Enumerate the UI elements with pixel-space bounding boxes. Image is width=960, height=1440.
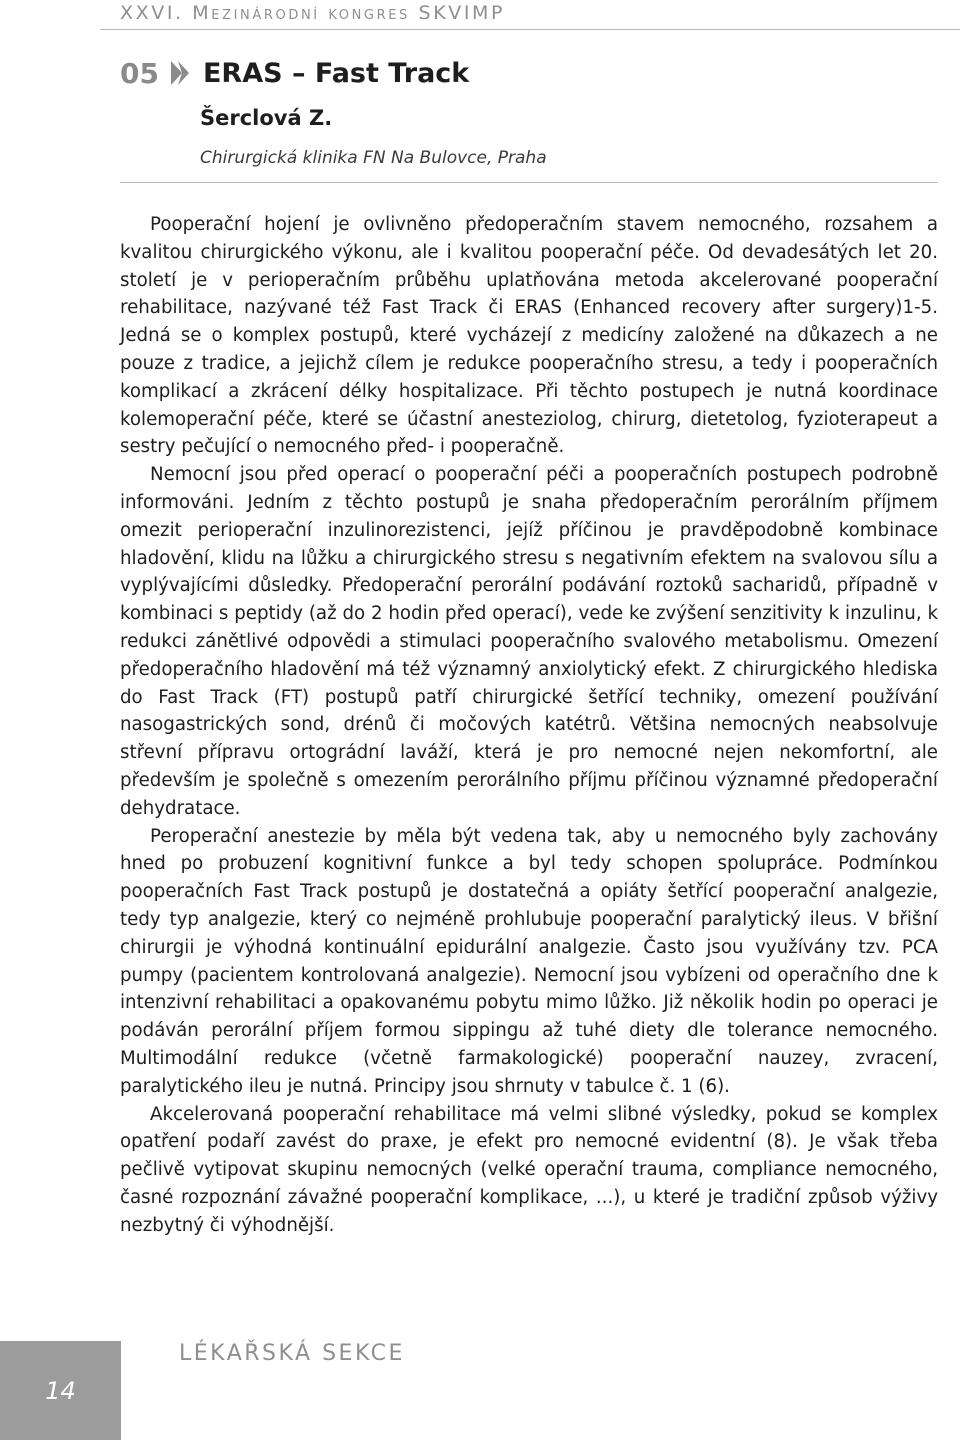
section-number: 05 — [120, 56, 159, 90]
page-number-box — [0, 1341, 121, 1440]
article-title: ERAS – Fast Track — [202, 57, 470, 89]
paragraph: Nemocní jsou před operací o pooperační péči a pooperačních postupech podrobně informováni. Jedním z těchto postupů je snaha předoperačním perorálním příjmem omezit perioperační inzulinorezistenci, jejíž příčinou je pravděpodobně kombinace hladovění, klidu na lůžku a chirurgického stresu s negativním efektem na svalovou sílu a vyplývajícími důsledky. Předoperační perorální podávání roztoků sacharidů, případně v kombinaci s peptidy (až do 2 hodin před operací), vede ke zvýšení senzitivity k inzulinu, k redukci zánětlivé odpovědi a stimulaci pooperačního svalového metabolismu. Omezení předoperačního hladovění má též významný anxiolytický efekt. Z chirurgického hlediska do Fast Track (FT) postupů patří chirurgické šetřící techniky, omezení používání nasogastrických sond, drénů či močových katétrů. Většina nemocných neabsolvuje střevní přípravu ortográdní laváží, která je pro nemocné nejen nekomfortní, ale především je společně s omezením perorálního příjmu příčinou významné předoperační dehydratace. — [120, 464, 938, 819]
author: Šerclová Z. — [200, 106, 333, 130]
article-body — [120, 211, 938, 1239]
section-heading — [120, 56, 469, 90]
paragraph: Peroperační anestezie by měla být vedena tak, aby u nemocného byly zachovány hned po probuzení kognitivní funkce a byl tedy schopen spolupráce. Podmínkou pooperačních Fast Track postupů je dostatečná a opiáty šetřící pooperační analgezie, tedy typ analgezie, který co nejméně prohlubuje pooperační paralytický ileus. V břišní chirurgii je výhodná kontinuální epidurální analgezie. Často jsou využívány tzv. PCA pumpy (pacientem kontrolovaná analgezie). Nemocní jsou vybízeni od operačního dne k intenzivní rehabilitaci a opakovanému pobytu mimo lůžko. Již několik hodin po operaci je podáván perorální příjem formou sippingu až tuhé diety dle tolerance nemocného. Multimodální redukce (včetně farmakologické) pooperační nauzey, zvracení, paralytického ileu je nutná. Principy jsou shrnuty v tabulce č. 1 (6). — [120, 825, 938, 1097]
running-header: XXVI. Mezinárodní kongres SKVIMP — [120, 2, 506, 24]
section-label: LÉKAŘSKÁ SEKCE — [179, 1341, 405, 1366]
paragraph: Pooperační hojení je ovlivněno předoperačním stavem nemocného, rozsahem a kvalitou chirurgického výkonu, ale i kvalitou pooperační péče. Od devadesátých let 20. století je v perioperačním průběhu uplatňována metoda akcelerované pooperační rehabilitace, nazývané též Fast Track či ERAS (Enhanced recovery after surgery)1-5. Jedná se o komplex postupů, které vycházejí z medicíny založené na důkazech a ne pouze z tradice, a jejichž cílem je redukce pooperačního stresu, a tedy i pooperačních komplikací a zkrácení délky hospitalizace. Při těchto postupech je nutná koordinace kolemoperační péče, které se účastní anesteziolog, chirurg, dietetolog, fyzioterapeut a sestry pečující o nemocného před- i pooperačně. — [120, 214, 938, 458]
chevron-right-icon — [169, 59, 191, 87]
paragraph: Akcelerovaná pooperační rehabilitace má velmi slibné výsledky, pokud se komplex opatření podaří zavést do praxe, je efekt pro nemocné evidentní (8). Je však třeba pečlivě vytipovat skupinu nemocných (velké operační trauma, compliance nemocného, časné rozpoznání závažné pooperační komplikace, ...), u které je tradiční způsob výživy nezbytný či výhodnější. — [120, 1103, 938, 1236]
affiliation: Chirurgická klinika FN Na Bulovce, Praha — [200, 148, 547, 168]
page-number: 14 — [45, 1376, 76, 1405]
divider — [120, 182, 938, 183]
